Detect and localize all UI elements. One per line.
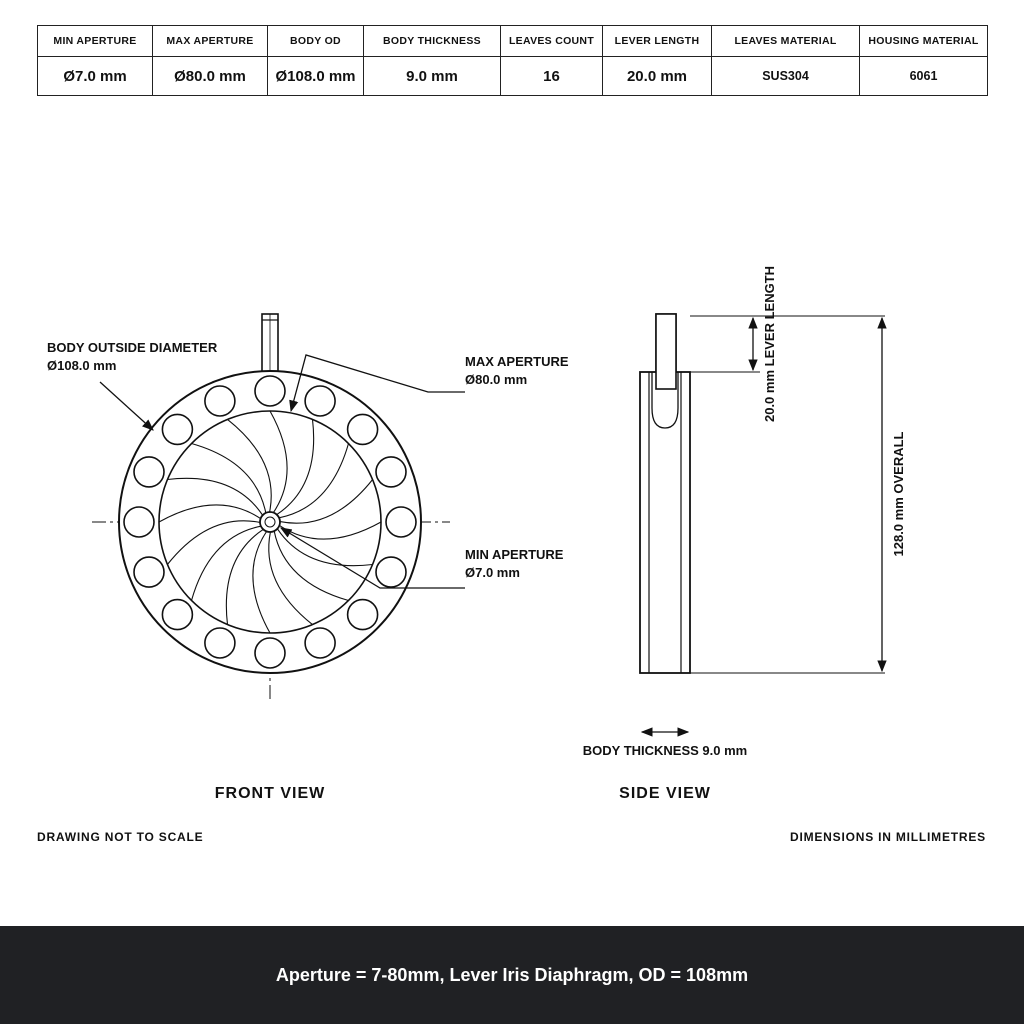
value-body-od: Ø108.0 mm <box>268 57 364 96</box>
bearing-ball <box>162 600 192 630</box>
bearing-ball <box>376 457 406 487</box>
callout-max-aperture-value: Ø80.0 mm <box>465 372 528 387</box>
callout-min-aperture-value: Ø7.0 mm <box>465 565 520 580</box>
side-lever-pin-front <box>656 314 676 389</box>
callout-max-aperture-label: MAX APERTURE <box>465 354 569 369</box>
front-view-title: FRONT VIEW <box>214 785 326 802</box>
dim-lever-label: 20.0 mm LEVER LENGTH <box>762 265 777 423</box>
footer-caption: Aperture = 7-80mm, Lever Iris Diaphragm, OD = 108mm <box>275 964 749 985</box>
value-min-aperture: Ø7.0 mm <box>38 57 153 96</box>
bearing-ball <box>348 414 378 444</box>
value-lever-length: 20.0 mm <box>603 57 712 96</box>
value-body-thickness: 9.0 mm <box>364 57 501 96</box>
bearing-ball <box>305 628 335 658</box>
value-housing-material: 6061 <box>860 57 988 96</box>
header-body-thickness: BODY THICKNESS <box>364 26 501 57</box>
callout-body-od-leader <box>100 382 153 430</box>
header-max-aperture: MAX APERTURE <box>153 26 268 57</box>
header-leaves-count: LEAVES COUNT <box>501 26 603 57</box>
bearing-ball <box>386 507 416 537</box>
value-max-aperture: Ø80.0 mm <box>153 57 268 96</box>
callout-body-od-value: Ø108.0 mm <box>47 358 117 373</box>
note-not-to-scale: DRAWING NOT TO SCALE <box>37 830 204 844</box>
header-housing-material: HOUSING MATERIAL <box>860 26 988 57</box>
side-view <box>583 266 906 802</box>
callout-min-aperture-label: MIN APERTURE <box>465 547 564 562</box>
value-leaves-count: 16 <box>501 57 603 96</box>
callout-body-od-label: BODY OUTSIDE DIAMETER <box>47 340 218 355</box>
min-aperture-circle <box>260 512 280 532</box>
bearing-ball <box>305 386 335 416</box>
dim-overall-label: 128.0 mm OVERALL <box>891 431 906 557</box>
bearing-ball <box>348 600 378 630</box>
note-dimensions-unit: DIMENSIONS IN MILLIMETRES <box>789 830 986 844</box>
side-body <box>640 372 690 673</box>
front-view <box>47 314 569 802</box>
value-leaves-material: SUS304 <box>712 57 860 96</box>
header-lever-length: LEVER LENGTH <box>603 26 712 57</box>
bearing-ball <box>255 638 285 668</box>
header-leaves-material: LEAVES MATERIAL <box>712 26 860 57</box>
side-view-title: SIDE VIEW <box>619 785 711 802</box>
footer-banner <box>0 926 1024 1024</box>
header-body-od: BODY OD <box>268 26 364 57</box>
bearing-ball <box>162 414 192 444</box>
dim-thickness-label: BODY THICKNESS 9.0 mm <box>582 743 748 758</box>
header-min-aperture: MIN APERTURE <box>38 26 153 57</box>
bearing-ball <box>124 507 154 537</box>
bearing-ball <box>205 386 235 416</box>
bearing-ball <box>205 628 235 658</box>
bearing-ball <box>134 557 164 587</box>
bearing-ball <box>376 557 406 587</box>
bearing-ball <box>134 457 164 487</box>
bearing-ball <box>255 376 285 406</box>
